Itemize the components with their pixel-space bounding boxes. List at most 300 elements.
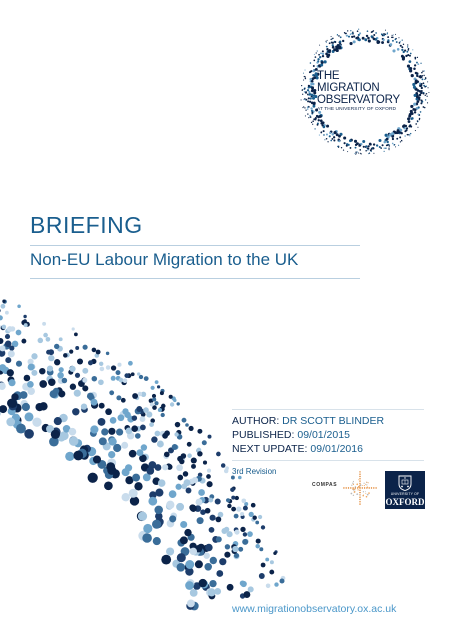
compas-dot — [364, 483, 365, 484]
arc-dot — [180, 536, 188, 544]
arc-dot — [106, 352, 109, 355]
arc-dot — [180, 521, 187, 528]
arc-dot — [216, 452, 221, 457]
arc-dot — [58, 390, 65, 397]
arc-dot — [121, 398, 126, 403]
arc-dot — [253, 516, 257, 520]
compas-dot — [365, 493, 366, 494]
arc-dot — [207, 469, 211, 473]
compas-dot — [359, 483, 360, 484]
arc-dot — [269, 570, 274, 575]
arc-dot — [132, 474, 140, 482]
compas-dot — [359, 492, 360, 493]
arc-dot — [69, 436, 78, 445]
compas-dot — [357, 487, 358, 488]
arc-dot — [261, 563, 266, 568]
arc-dot — [195, 560, 203, 568]
arc-dot — [155, 380, 159, 384]
logo-line-observatory: OBSERVATORY — [317, 94, 401, 107]
arc-dot — [162, 464, 168, 470]
arc-dot — [204, 563, 212, 571]
arc-dot — [169, 395, 173, 399]
arc-dot — [111, 365, 116, 370]
arc-dot — [166, 501, 174, 509]
arc-dot — [75, 346, 79, 350]
arc-dot — [38, 338, 44, 344]
arc-dot — [208, 498, 213, 503]
compas-dot — [368, 482, 369, 483]
arc-dot — [230, 487, 235, 492]
arc-dot — [122, 408, 128, 414]
arc-dot — [46, 350, 51, 355]
arc-dot — [152, 394, 156, 398]
arc-dot — [251, 503, 256, 508]
arc-dot — [134, 482, 142, 490]
arc-dot — [106, 365, 111, 370]
arc-dot — [75, 373, 80, 378]
arc-dot — [54, 359, 60, 365]
arc-dot — [0, 338, 3, 344]
arc-dot — [202, 440, 207, 445]
arc-dot — [225, 466, 229, 470]
arc-dot — [82, 368, 88, 374]
arc-dot — [92, 376, 98, 382]
arc-dot — [172, 444, 178, 450]
arc-dot — [197, 517, 204, 524]
arc-dot — [142, 533, 152, 543]
arc-dot — [184, 529, 191, 536]
arc-dot — [17, 305, 21, 309]
compas-dot — [367, 487, 368, 488]
arc-dot — [150, 402, 154, 406]
arc-dot — [242, 539, 248, 545]
arc-dot — [186, 488, 192, 494]
arc-dot — [170, 402, 174, 406]
arc-dot — [16, 361, 22, 367]
arc-dot — [98, 418, 106, 426]
author-value: DR SCOTT BLINDER — [282, 415, 385, 427]
arc-dot — [158, 408, 162, 412]
arc-dot — [166, 547, 174, 555]
compas-dot — [362, 495, 363, 496]
arc-dot — [46, 337, 51, 342]
arc-dot — [82, 378, 87, 383]
arc-dot — [203, 461, 207, 465]
arc-dot — [152, 397, 156, 401]
arc-dot — [125, 464, 132, 471]
compas-dot — [369, 487, 370, 488]
arc-dot — [24, 375, 31, 382]
arc-dot — [77, 358, 83, 364]
arc-dot — [106, 462, 115, 471]
arc-dot — [279, 578, 284, 583]
arc-dot — [196, 499, 203, 506]
arc-dot — [243, 532, 247, 536]
arc-dot — [48, 355, 54, 361]
arc-dot — [210, 515, 216, 521]
arc-dot — [224, 552, 230, 558]
arc-dot — [185, 560, 194, 569]
compas-dot — [364, 487, 365, 488]
arc-dot — [209, 527, 215, 533]
arc-dot — [140, 416, 146, 422]
arc-dot — [207, 481, 213, 487]
arc-dot — [8, 350, 15, 357]
arc-dot — [109, 438, 117, 446]
arc-dot — [231, 507, 236, 512]
arc-dot — [31, 370, 37, 376]
arc-dot — [143, 407, 149, 413]
compas-dot — [355, 486, 356, 487]
arc-dot — [109, 390, 114, 395]
oxford-wordmark: OXFORD — [385, 497, 425, 507]
arc-dot — [100, 367, 105, 372]
arc-dot — [117, 363, 121, 367]
arc-dot — [7, 369, 14, 376]
arc-dot — [131, 372, 135, 376]
arc-dot — [1, 325, 6, 330]
arc-dot — [157, 385, 160, 388]
arc-dot — [161, 413, 165, 417]
compas-dot — [357, 489, 358, 490]
arc-dot — [266, 583, 271, 588]
arc-dot — [72, 327, 75, 330]
arc-dot — [158, 479, 166, 487]
arc-dot — [99, 403, 105, 409]
compas-dot — [375, 487, 376, 488]
arc-dot — [73, 451, 83, 461]
arc-dot — [241, 498, 246, 503]
arc-dot — [105, 408, 112, 415]
arc-dot — [243, 591, 250, 598]
arc-dot — [69, 350, 73, 354]
arc-dot — [226, 498, 230, 502]
arc-dot — [216, 536, 222, 542]
arc-dot — [177, 475, 183, 481]
arc-dot — [197, 429, 202, 434]
arc-dot — [169, 515, 176, 522]
arc-dot — [210, 557, 217, 564]
arc-dot — [227, 504, 231, 508]
arc-dot — [238, 476, 242, 480]
arc-dot — [265, 558, 269, 562]
arc-dot — [92, 348, 97, 353]
arc-dot — [48, 378, 55, 385]
meta-top-divider — [232, 409, 424, 410]
compas-dot — [359, 474, 360, 475]
arc-dot — [62, 378, 68, 384]
arc-dot — [47, 366, 53, 372]
arc-dot — [259, 573, 265, 579]
arc-dot — [249, 512, 254, 517]
arc-dot — [208, 588, 216, 596]
arc-dot — [63, 353, 68, 358]
arc-dot — [121, 442, 128, 449]
arc-dot — [243, 506, 248, 511]
arc-dot — [116, 429, 123, 436]
arc-dot — [22, 403, 30, 411]
arc-dot — [161, 404, 165, 408]
compas-dot — [353, 481, 354, 482]
arc-dot — [240, 512, 244, 516]
arc-dot — [175, 422, 180, 427]
arc-dot — [215, 498, 221, 504]
arc-dot — [88, 360, 93, 365]
arc-dot — [0, 308, 1, 313]
arc-dot — [42, 322, 46, 326]
arc-dot — [135, 433, 141, 439]
compas-dot — [364, 485, 365, 486]
arc-dot — [124, 373, 129, 378]
compas-dot — [365, 491, 366, 492]
compas-dot — [352, 483, 353, 484]
arc-dot — [0, 382, 6, 390]
arc-dot — [187, 442, 192, 447]
compas-dot — [353, 495, 354, 496]
arc-dot — [43, 333, 48, 338]
compas-dot — [358, 486, 360, 488]
arc-dot — [154, 506, 163, 515]
arc-dot — [182, 418, 187, 423]
next-update-label: NEXT UPDATE: — [232, 443, 308, 455]
compas-dot — [362, 485, 363, 486]
arc-dot — [118, 414, 125, 421]
arc-dot — [234, 530, 239, 535]
arc-dot — [261, 525, 265, 529]
document-type: BRIEFING — [30, 212, 143, 238]
arc-dot — [8, 399, 17, 408]
arc-dot — [65, 452, 74, 461]
arc-dot — [70, 366, 76, 372]
arc-dot — [191, 464, 196, 469]
arc-dot — [82, 385, 88, 391]
arc-dot — [198, 489, 205, 496]
document-title: Non-EU Labour Migration to the UK — [30, 250, 299, 269]
arc-dot — [110, 417, 117, 424]
arc-dot — [153, 537, 161, 545]
arc-dot — [91, 399, 98, 406]
arc-dot — [187, 453, 192, 458]
logo-line-migration: MIGRATION — [317, 82, 380, 95]
arc-dot — [9, 346, 14, 351]
arc-dot — [149, 422, 154, 427]
arc-dot — [25, 412, 34, 421]
arc-dot — [232, 546, 238, 552]
website-link[interactable]: www.migrationobservatory.ox.ac.uk — [232, 603, 397, 615]
compas-dot — [359, 501, 360, 502]
arc-dot — [160, 391, 164, 395]
arc-dot — [256, 539, 261, 544]
arc-dot — [81, 403, 87, 409]
compas-dot — [348, 487, 349, 488]
arc-dot — [132, 393, 138, 399]
compas-dot — [366, 496, 368, 498]
arc-dot — [24, 323, 28, 327]
compas-dot — [359, 487, 360, 488]
arc-dot — [189, 426, 194, 431]
compas-dot — [357, 484, 358, 485]
arc-dot — [27, 381, 34, 388]
compas-dot — [373, 487, 374, 488]
arc-dot — [184, 479, 191, 486]
logo-line-the: THE — [317, 70, 340, 82]
arc-dot — [24, 429, 34, 439]
arc-dot — [74, 333, 78, 337]
arc-dot — [219, 558, 226, 565]
arc-dot — [59, 367, 64, 372]
arc-dot — [236, 506, 241, 511]
arc-dot — [274, 582, 278, 586]
arc-dot — [20, 391, 28, 399]
arc-dot — [154, 401, 158, 405]
compas-dot — [359, 490, 360, 491]
arc-dot — [179, 459, 184, 464]
arc-dot — [98, 379, 104, 385]
arc-dot — [206, 474, 211, 479]
arc-dot — [16, 424, 26, 434]
arc-dot — [185, 423, 189, 427]
arc-dot — [6, 418, 15, 427]
compas-wordmark: COMPAS — [312, 482, 338, 488]
arc-dot — [32, 418, 41, 427]
arc-dot — [164, 452, 170, 458]
arc-dot — [39, 368, 45, 374]
arc-dot — [143, 524, 152, 533]
arc-dot — [197, 451, 202, 456]
arc-dot — [111, 376, 116, 381]
arc-dot — [216, 570, 223, 577]
arc-dot — [146, 467, 154, 475]
compas-dot — [371, 487, 372, 488]
arc-dot — [183, 471, 188, 476]
arc-dot — [119, 378, 124, 383]
arc-dot — [128, 361, 133, 366]
arc-dot — [174, 432, 178, 436]
arc-dot — [216, 517, 222, 523]
arc-dot — [104, 481, 113, 490]
arc-dot — [240, 580, 246, 586]
arc-dot — [96, 350, 101, 355]
compas-dot — [363, 491, 364, 492]
compas-dot — [359, 478, 360, 479]
arc-dot — [90, 425, 98, 433]
compas-dot — [351, 493, 353, 495]
arc-dot — [148, 497, 157, 506]
arc-dot — [53, 388, 59, 394]
compas-logo — [312, 470, 380, 510]
arc-dot — [51, 430, 60, 439]
arc-dot — [60, 431, 69, 440]
document-meta — [232, 414, 384, 456]
compas-dot — [359, 495, 360, 496]
arc-dot — [199, 579, 207, 587]
compas-dot — [354, 491, 356, 493]
arc-dot — [192, 477, 198, 483]
arc-dot — [151, 386, 155, 390]
arc-dot — [240, 527, 245, 532]
arc-dot — [16, 330, 22, 336]
next-update-row — [232, 442, 384, 456]
compas-mark-icon — [312, 470, 380, 510]
arc-dot — [205, 508, 211, 514]
compas-dot — [359, 499, 360, 500]
arc-dot — [0, 315, 3, 320]
arc-dot — [255, 521, 259, 525]
compas-dot — [354, 490, 355, 491]
arc-dot — [270, 560, 274, 564]
arc-dot — [190, 505, 197, 512]
meta-bottom-divider — [232, 460, 424, 461]
compas-dot — [362, 487, 363, 488]
compas-dot — [366, 484, 367, 485]
published-value: 09/01/2015 — [297, 429, 350, 441]
arc-dot — [132, 415, 137, 420]
oxford-logo — [385, 471, 425, 509]
arc-dot — [5, 357, 11, 363]
arc-dot — [238, 547, 243, 552]
arc-dot — [231, 476, 235, 480]
arc-dot — [224, 527, 229, 532]
arc-dot — [169, 490, 177, 498]
compas-dot — [359, 476, 360, 477]
arc-dot — [116, 395, 121, 400]
arc-dot — [27, 387, 35, 395]
arc-dot — [255, 544, 260, 549]
arc-dot — [187, 599, 195, 607]
arc-dot — [161, 555, 171, 565]
compas-dot — [359, 503, 360, 504]
arc-dot — [23, 315, 26, 318]
arc-dot — [208, 435, 212, 439]
arc-dot — [247, 531, 253, 537]
arc-dot — [0, 405, 7, 413]
arc-dot — [138, 512, 147, 521]
arc-dot — [99, 437, 107, 445]
arc-dot — [181, 453, 187, 459]
arc-dot — [273, 552, 276, 555]
arc-dot — [31, 353, 37, 359]
arc-dot — [108, 428, 115, 435]
arc-dot — [176, 464, 183, 471]
arc-dot — [136, 406, 142, 412]
compas-dot — [353, 484, 354, 485]
compas-dot — [359, 471, 360, 472]
arc-dot — [209, 580, 216, 587]
arc-dot — [157, 441, 164, 448]
arc-dot — [203, 552, 209, 558]
arc-dot — [93, 455, 101, 463]
arc-dot — [177, 563, 186, 572]
compas-dot — [353, 489, 354, 490]
arc-dot — [39, 380, 47, 388]
compas-dot — [359, 480, 360, 481]
arc-dot — [190, 548, 197, 555]
compas-dot — [367, 494, 369, 496]
arc-dot — [5, 334, 10, 339]
arc-dot — [101, 428, 108, 435]
arc-dot — [122, 493, 130, 501]
arc-dot — [173, 399, 176, 402]
arc-dot — [7, 326, 13, 332]
arc-dot — [231, 496, 235, 500]
compas-dot — [357, 493, 359, 495]
arc-dot — [99, 362, 103, 366]
arc-dot — [72, 408, 79, 415]
compas-dot — [358, 479, 359, 480]
author-row — [232, 414, 384, 428]
arc-dot — [175, 484, 181, 490]
author-label: AUTHOR: — [232, 415, 280, 427]
